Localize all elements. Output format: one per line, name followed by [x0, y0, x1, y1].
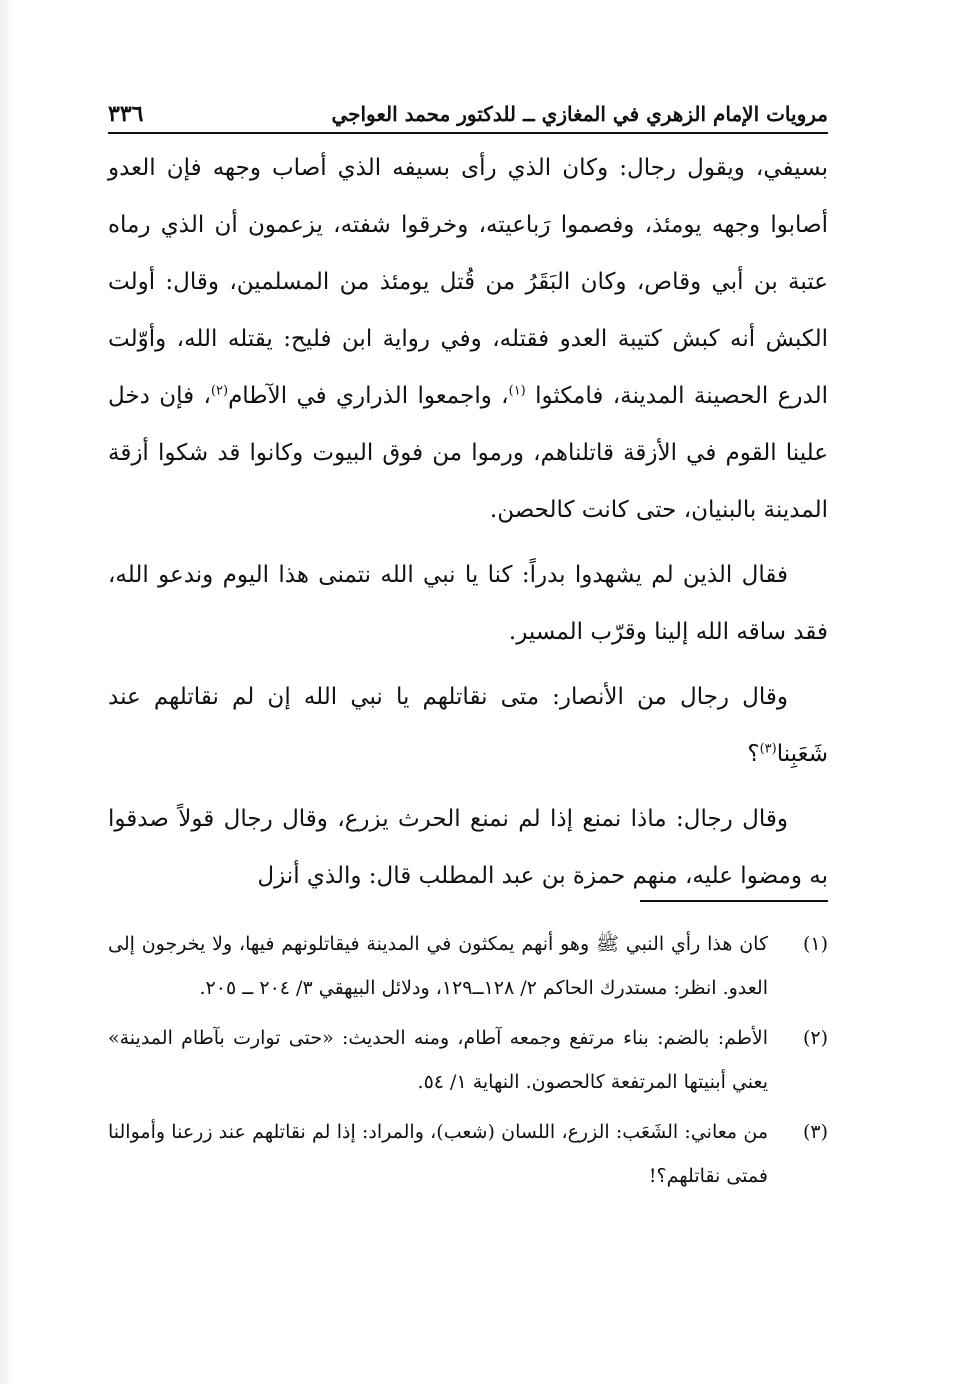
footnotes [108, 922, 828, 1204]
paragraph-text: وقال رجال من الأنصار: متى نقاتلهم يا نبي الله إن لم نقاتلهم عند شَعَبِنا [108, 684, 828, 767]
paragraph-text: ؟ [747, 741, 760, 767]
paragraph-4: وقال رجال: ماذا نمنع إذا لم نمنع الحرث يزرع، وقال رجال قولاً صدقوا به ومضوا عليه، منهم حمزة بن عبد المطلب قال: والذي أنزل [108, 806, 828, 889]
main-text [108, 140, 828, 905]
page-header [108, 96, 828, 134]
footnote-number: (٣) [802, 1121, 828, 1143]
footnote-1 [108, 922, 828, 1010]
footnote-3 [108, 1110, 828, 1198]
page-number: ٣٣٦ [108, 101, 144, 127]
paragraph-3 [108, 669, 828, 783]
paragraph-1 [108, 140, 828, 539]
paragraph-text: بسيفي، ويقول رجال: وكان الذي رأى بسيفه الذي أصاب وجهه فإن العدو أصابوا وجهه يومئذ، وفصموا رَباعيته، وخرقوا شفته، يزعمون أن الذي رماه عتبة بن أبي وقاص، وكان البَقَرُ من قُتل يومئذ من المسلمين، وقال: أولت الكبش أنه كبش كتيبة العدو فقتله، وفي رواية ابن فليح: يقتله الله، وأوّلت الدرع الحصينة المدينة، فامكثوا [108, 155, 828, 409]
scan-edge-shadow [0, 0, 14, 1384]
footnote-number: (١) [802, 933, 828, 955]
footnote-ref-1: (١) [508, 383, 526, 399]
footnote-text: الأطم: بالضم: بناء مرتفع وجمعه آطام، ومنه الحديث: «حتى توارت بآطام المدينة» يعني أبنيتها المرتفعة كالحصون. النهاية ١/ ٥٤. [108, 1027, 768, 1093]
footnote-text: من معاني: الشَعَب: الزرع، اللسان (شعب)، والمراد: إذا لم نقاتلهم عند زرعنا وأموالنا فمتى نقاتلهم؟! [108, 1121, 768, 1187]
running-title: مرويات الإمام الزهري في المغازي ــ للدكتور محمد العواجي [331, 102, 828, 126]
footnote-ref-3: (٣) [759, 741, 777, 757]
paragraph-text: ، واجمعوا الذراري في الآطام [228, 383, 509, 409]
footnote-text: كان هذا رأي النبي ﷺ وهو أنهم يمكثون في المدينة فيقاتلونهم فيها، ولا يخرجون إلى العدو. انظر: مستدرك الحاكم ٢/ ١٢٨ــ١٢٩، ودلائل البيهقي ٣/ ٢٠٤ ــ ٢٠٥. [108, 933, 768, 999]
footnote-separator [640, 900, 828, 902]
paragraph-2: فقال الذين لم يشهدوا بدراً: كنا يا نبي الله نتمنى هذا اليوم وندعو الله، فقد ساقه الله إلينا وقرّب المسير. [108, 562, 828, 645]
footnote-ref-2: (٢) [210, 383, 229, 399]
footnote-number: (٢) [802, 1027, 828, 1049]
paragraph-text: ، فإن دخل علينا القوم في الأزقة قاتلناهم، ورموا من فوق البيوت وكانوا قد شكوا أزقة المدينة بالبنيان، حتى كانت كالحصن. [108, 383, 828, 523]
footnote-2 [108, 1016, 828, 1104]
